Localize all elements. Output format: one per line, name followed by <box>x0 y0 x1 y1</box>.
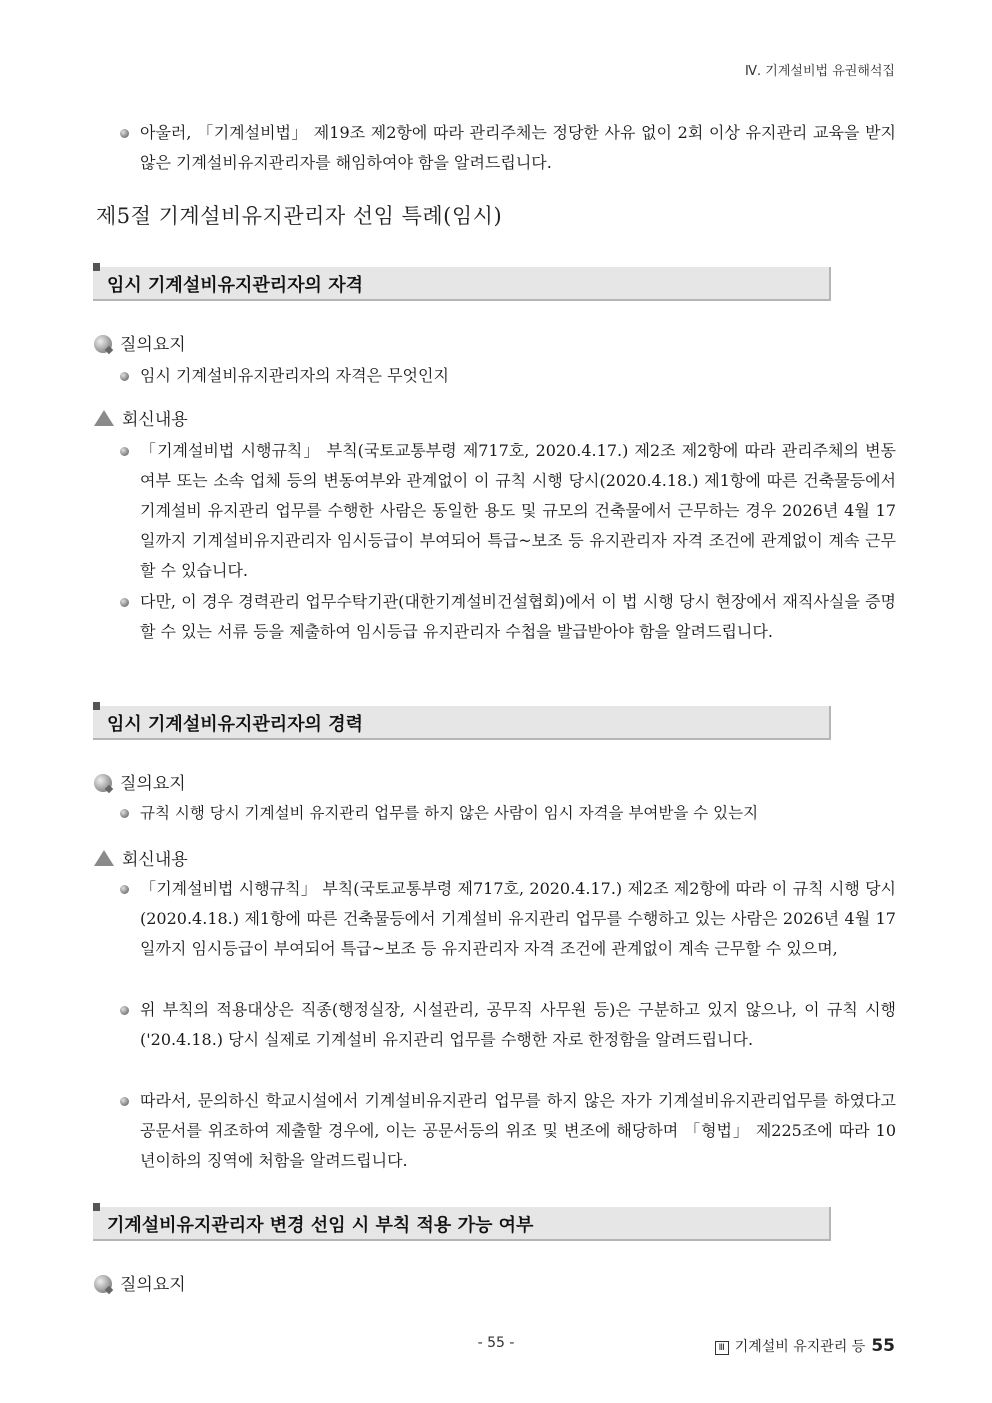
bullet-icon <box>120 809 129 818</box>
heading-marker-icon <box>93 702 100 710</box>
bullet-icon <box>120 885 129 894</box>
answer-label: 회신내용 <box>122 410 188 430</box>
question-label-row <box>94 769 186 794</box>
section-title: 제5절 기계설비유지관리자 선임 특례(임시) <box>96 204 503 228</box>
answer-bullet <box>120 1086 896 1176</box>
topic-heading: 임시 기계설비유지관리자의 경력 <box>107 714 363 735</box>
answer-text: 「기계설비법 시행규칙」 부칙(국토교통부령 제717호, 2020.4.17.) 제2조 제2항에 따라 관리주체의 변동여부 또는 소속 업체 등의 변동여부와 관계없이 이 규칙 시행 당시(2020.4.18.) 제1항에 따른 건축물등에서 기계설비 유지관리 업무를 수행한 사람은 동일한 용도 및 규모의 건축물에서 근무하는 경우 2026년 4월 17일까지 기계설비유지관리자 임시등급이 부여되어 특급~보조 등 유지관리자 자격 조건에 관계없이 계속 근무할 수 있습니다. <box>140 441 896 580</box>
answer-icon <box>94 410 114 426</box>
question-label: 질의요지 <box>120 774 186 794</box>
page-number-center: - 55 - <box>477 1335 515 1351</box>
question-label: 질의요지 <box>120 1275 186 1295</box>
bullet-icon <box>120 129 129 138</box>
answer-text: 따라서, 문의하신 학교시설에서 기계설비유지관리 업무를 하지 않은 자가 기계설비유지관리업무를 하였다고 공문서를 위조하여 제출할 경우에, 이는 공문서등의 위조 및 변조에 해당하며 「형법」 제225조에 따라 10년이하의 징역에 처함을 알려드립니다. <box>140 1091 896 1170</box>
question-bullet <box>120 361 896 391</box>
topic-heading-bar <box>93 1207 831 1241</box>
intro-bullet-text: 아울러, 「기계설비법」 제19조 제2항에 따라 관리주체는 정당한 사유 없이 2회 이상 유지관리 교육을 받지 않은 기계설비유지관리자를 해임하여야 함을 알려드립니다. <box>140 123 896 172</box>
question-icon <box>94 335 112 353</box>
question-icon <box>94 774 112 792</box>
heading-marker-icon <box>93 263 100 271</box>
footer-chapter <box>715 1336 895 1356</box>
answer-icon <box>94 850 114 866</box>
question-text: 임시 기계설비유지관리자의 자격은 무엇인지 <box>140 366 449 385</box>
intro-bullet <box>120 118 896 178</box>
question-bullet <box>120 798 896 828</box>
footer-chapter-name: 기계설비 유지관리 등 <box>734 1339 866 1355</box>
answer-bullet <box>120 995 896 1055</box>
topic-heading-bar <box>93 706 831 740</box>
bullet-icon <box>120 1097 129 1106</box>
topic-heading-bar <box>93 267 831 301</box>
question-label-row <box>94 1270 186 1295</box>
running-header: Ⅳ. 기계설비법 유권해석집 <box>745 64 895 79</box>
question-label: 질의요지 <box>120 335 186 355</box>
answer-bullet <box>120 587 896 647</box>
bullet-icon <box>120 598 129 607</box>
bullet-icon <box>120 1006 129 1015</box>
answer-bullet <box>120 436 896 586</box>
answer-bullet <box>120 874 896 964</box>
question-icon <box>94 1275 112 1293</box>
question-text: 규칙 시행 당시 기계설비 유지관리 업무를 하지 않은 사람이 임시 자격을 부여받을 수 있는지 <box>140 804 759 822</box>
topic-heading: 임시 기계설비유지관리자의 자격 <box>107 275 363 296</box>
answer-text: 「기계설비법 시행규칙」 부칙(국토교통부령 제717호, 2020.4.17.) 제2조 제2항에 따라 이 규칙 시행 당시(2020.4.18.) 제1항에 따른 건축물등에서 기계설비 유지관리 업무를 수행하고 있는 사람은 2026년 4월 17일까지 임시등급이 부여되어 특급~보조 등 유지관리자 자격 조건에 관계없이 계속 근무할 수 있으며, <box>140 879 896 958</box>
chapter-mark-icon: Ⅲ <box>715 1341 729 1355</box>
bullet-icon <box>120 372 129 381</box>
answer-label-row <box>94 405 188 430</box>
answer-label: 회신내용 <box>122 850 188 870</box>
bullet-icon <box>120 447 129 456</box>
answer-text: 다만, 이 경우 경력관리 업무수탁기관(대한기계설비건설협회)에서 이 법 시행 당시 현장에서 재직사실을 증명할 수 있는 서류 등을 제출하여 임시등급 유지관리자 수첩을 발급받아야 함을 알려드립니다. <box>140 592 896 641</box>
answer-text: 위 부칙의 적용대상은 직종(행정실장, 시설관리, 공무직 사무원 등)은 구분하고 있지 않으나, 이 규칙 시행('20.4.18.) 당시 실제로 기계설비 유지관리 업무를 수행한 자로 한정함을 알려드립니다. <box>140 1000 896 1049</box>
topic-heading: 기계설비유지관리자 변경 선임 시 부칙 적용 가능 여부 <box>107 1215 534 1236</box>
heading-marker-icon <box>93 1203 100 1211</box>
question-label-row <box>94 330 186 355</box>
answer-label-row <box>94 845 188 870</box>
footer-page-number: 55 <box>871 1336 895 1356</box>
